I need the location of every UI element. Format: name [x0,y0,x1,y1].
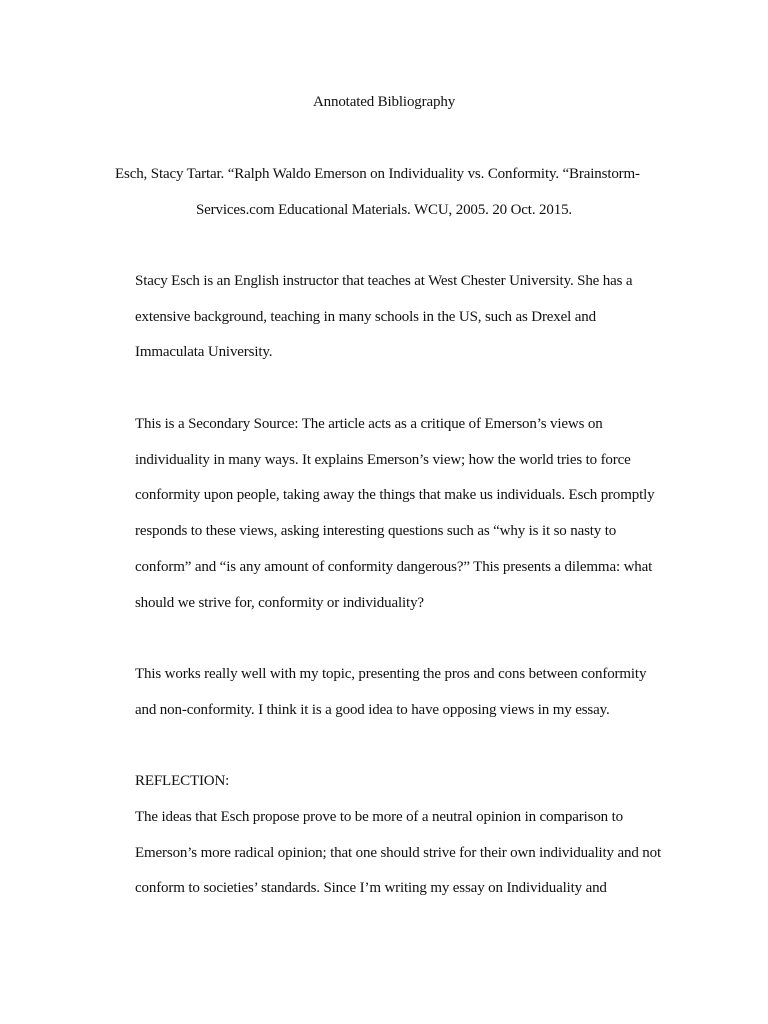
paragraph-line: This is a Secondary Source: The article acts as a critique of Emerson’s views on [135,416,603,432]
paragraph-line: Immaculata University. [135,344,273,360]
paragraph-line: extensive background, teaching in many schools in the US, such as Drexel and [135,309,596,325]
paragraph-line: should we strive for, conformity or individuality? [135,595,424,611]
citation-line-1: Esch, Stacy Tartar. “Ralph Waldo Emerson on Individuality vs. Conformity. “Brainstorm- [115,166,640,182]
reflection-line: The ideas that Esch propose prove to be more of a neutral opinion in comparison to [135,809,623,825]
page-title: Annotated Bibliography [312,94,456,110]
paragraph-line: individuality in many ways. It explains Emerson’s view; how the world tries to force [135,452,631,468]
citation-line-2: Services.com Educational Materials. WCU, 2005. 20 Oct. 2015. [195,202,573,218]
paragraph-line: responds to these views, asking interesting questions such as “why is it so nasty to [135,523,617,539]
paragraph-line: conformity upon people, taking away the things that make us individuals. Esch promptly [135,487,655,503]
reflection-line: Emerson’s more radical opinion; that one should strive for their own individuality and not [135,845,661,861]
reflection-line: conform to societies’ standards. Since I’m writing my essay on Individuality and [135,880,607,896]
paragraph-line: conform” and “is any amount of conformity dangerous?” This presents a dilemma: what [135,559,653,575]
paragraph-line: and non-conformity. I think it is a good idea to have opposing views in my essay. [135,702,610,718]
reflection-heading: REFLECTION: [135,773,230,789]
paragraph-line: Stacy Esch is an English instructor that teaches at West Chester University. She has a [135,273,633,289]
paragraph-line: This works really well with my topic, presenting the pros and cons between conformity [135,666,647,682]
